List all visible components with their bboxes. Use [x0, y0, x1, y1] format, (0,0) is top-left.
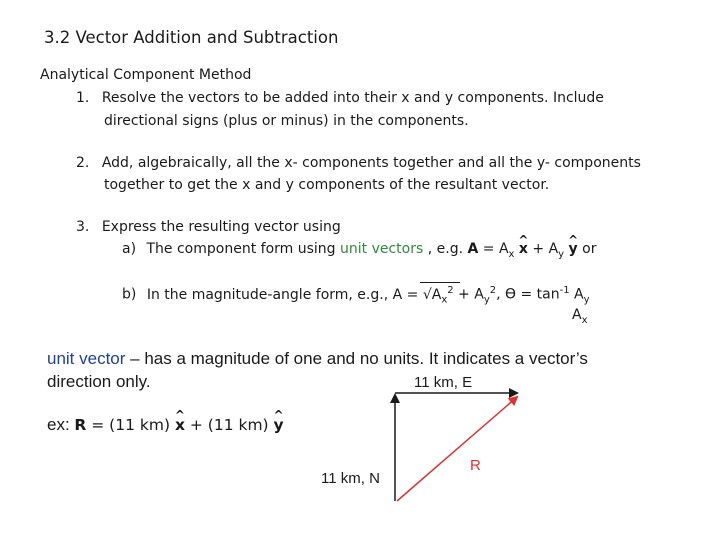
example-y-hat: ^ y: [274, 416, 284, 434]
sub-a-subscript-y: y: [558, 248, 565, 260]
sub-b-plus: + A: [453, 286, 484, 303]
step-1-number: 1.: [76, 90, 90, 106]
y-hat-unit-vector: ^ y: [569, 241, 578, 257]
step-1-line2: directional signs (plus or minus) in the components.: [104, 113, 469, 129]
unit-vectors-highlight: unit vectors: [340, 241, 424, 257]
example-x-hat: ^ x: [175, 416, 185, 434]
method-heading: Analytical Component Method: [40, 67, 252, 83]
vector-A: A: [467, 241, 479, 257]
sub-a-eq: = A: [478, 241, 509, 257]
label-north: 11 km, N: [321, 470, 380, 487]
example-part2: + (11 km): [184, 416, 274, 434]
step-3-line1: Express the resulting vector using: [101, 219, 341, 235]
x-hat-unit-vector: ^ x: [519, 241, 528, 257]
sub-b-denominator-A: A: [572, 307, 582, 323]
sub-b-subscript-x: x: [441, 294, 448, 306]
page-title: 3.2 Vector Addition and Subtraction: [44, 28, 339, 47]
sub-b-label: b): [122, 286, 137, 303]
sub-b-prefix: In the magnitude-angle form, e.g., A = √A: [146, 286, 442, 303]
sub-b-subscript-y: y: [483, 294, 490, 306]
step-1-line1: Resolve the vectors to be added into their x and y components. Include: [101, 90, 604, 106]
step-2-line1: Add, algebraically, all the x- components together and all the y- components: [101, 155, 641, 171]
sub-b-inverse: -1: [559, 285, 570, 296]
sub-b-square-2: 2: [489, 285, 497, 296]
sub-a-label: a): [122, 241, 137, 257]
definition-line2: direction only.: [47, 372, 151, 391]
label-resultant: R: [470, 457, 481, 474]
sub-b-square-1: 2: [447, 285, 454, 296]
sub-a-plus: + A: [527, 241, 559, 257]
label-east: 11 km, E: [414, 374, 473, 391]
unit-vector-term: unit vector: [47, 349, 126, 368]
step-2-line2: together to get the x and y components of the resultant vector.: [104, 177, 550, 193]
example-R: R: [74, 416, 87, 434]
step-2-number: 2.: [76, 155, 90, 171]
sub-a-middle: , e.g.: [423, 241, 468, 257]
sub-a-suffix: or: [577, 241, 597, 257]
sub-b-theta: , Ө = tan: [496, 286, 560, 303]
sub-b-denominator-sub: x: [581, 314, 588, 326]
example-prefix: ex:: [47, 415, 75, 434]
resultant-vector-arrow: [397, 397, 517, 501]
sub-b-numerator-sub: y: [583, 294, 590, 306]
sub-a-subscript-x: x: [508, 248, 515, 260]
example-part1: = (11 km): [86, 416, 175, 434]
definition-rest: – has a magnitude of one and no units. It indicates a vector’s: [125, 349, 588, 368]
step-3-number: 3.: [76, 219, 90, 235]
sub-b-numerator: A: [569, 286, 584, 303]
sub-a-prefix: The component form using: [146, 241, 340, 257]
